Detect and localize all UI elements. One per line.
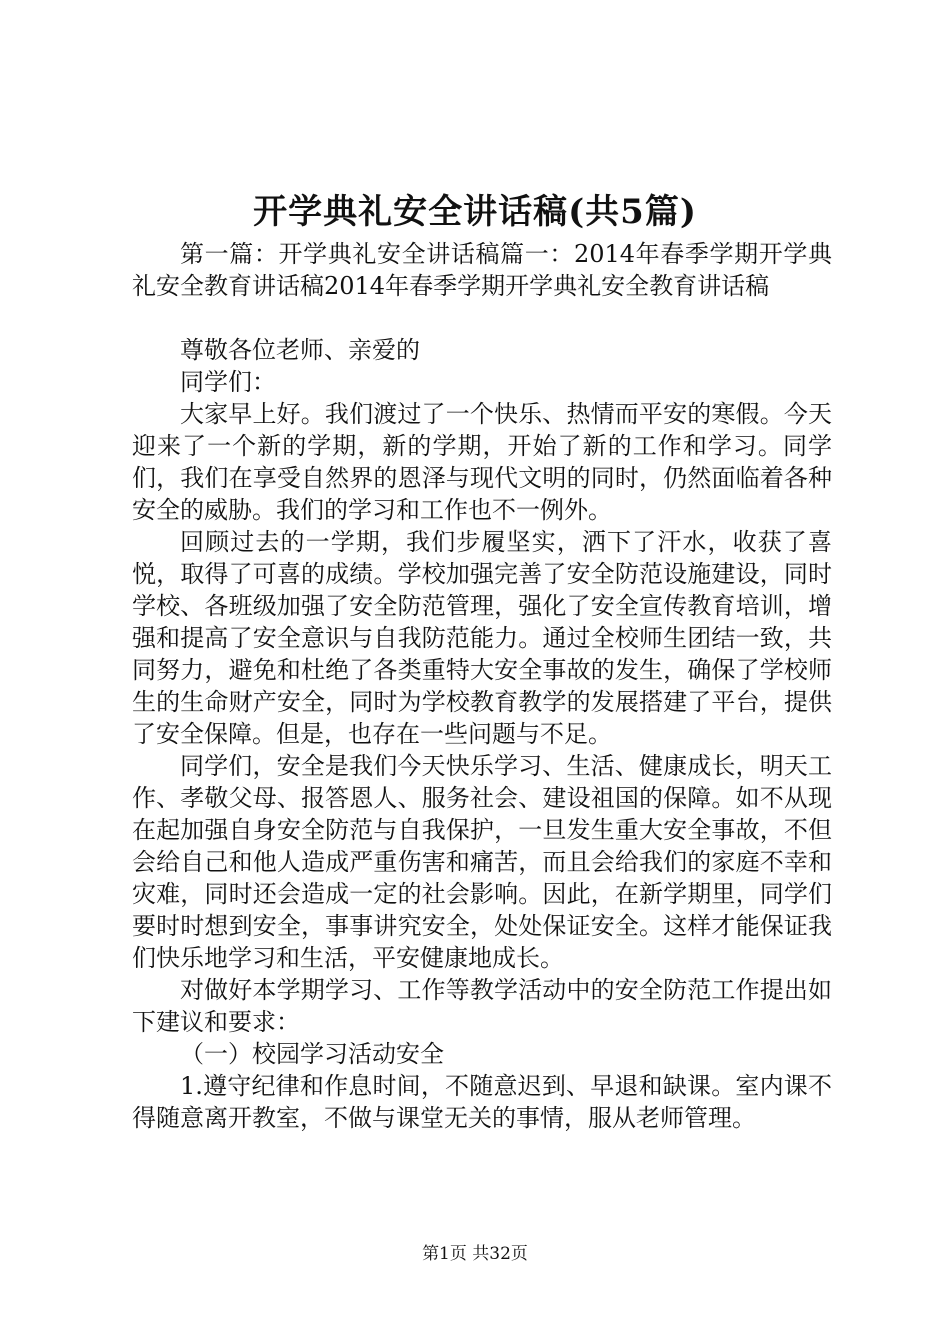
paragraph: 大家早上好。我们渡过了一个快乐、热情而平安的寒假。今天迎来了一个新的学期，新的学期，开始了新的工作和学习。同学们，我们在享受自然界的恩泽与现代文明的同时，仍然面临着各种安全的威胁。我们的学习和工作也不一例外。 [132,400,832,524]
paragraph-salutation-cont: 同学们： [180,368,276,396]
document-body [132,238,832,1134]
document-title: 开学典礼安全讲话稿(共5篇) [253,192,697,232]
paragraph-intro: 第一篇：开学典礼安全讲话稿篇一：2014年春季学期开学典礼安全教育讲话稿2014年春季学期开学典礼安全教育讲话稿 [132,240,832,300]
paragraph: 同学们，安全是我们今天快乐学习、生活、健康成长，明天工作、孝敬父母、报答恩人、服务社会、建设祖国的保障。如不从现在起加强自身安全防范与自我保护，一旦发生重大安全事故，不但会给自己和他人造成严重伤害和痛苦，而且会给我们的家庭不幸和灾难，同时还会造成一定的社会影响。因此，在新学期里，同学们要时时想到安全，事事讲究安全，处处保证安全。这样才能保证我们快乐地学习和生活，平安健康地成长。 [132,752,832,972]
section-heading: （一）校园学习活动安全 [180,1040,444,1068]
paragraph: 对做好本学期学习、工作等教学活动中的安全防范工作提出如下建议和要求： [132,976,832,1036]
paragraph: 回顾过去的一学期，我们步履坚实，洒下了汗水，收获了喜悦，取得了可喜的成绩。学校加强完善了安全防范设施建设，同时学校、各班级加强了安全防范管理，强化了安全宣传教育培训，增强和提高了安全意识与自我防范能力。通过全校师生团结一致，共同努力，避免和杜绝了各类重特大安全事故的发生，确保了学校师生的生命财产安全，同时为学校教育教学的发展搭建了平台，提供了安全保障。但是，也存在一些问题与不足。 [132,528,832,748]
paragraph: 1.遵守纪律和作息时间，不随意迟到、早退和缺课。室内课不得随意离开教室，不做与课堂无关的事情，服从老师管理。 [132,1072,832,1132]
page-footer: 第1页 共32页 [422,1244,528,1264]
paragraph-salutation: 尊敬各位老师、亲爱的 [180,336,420,364]
